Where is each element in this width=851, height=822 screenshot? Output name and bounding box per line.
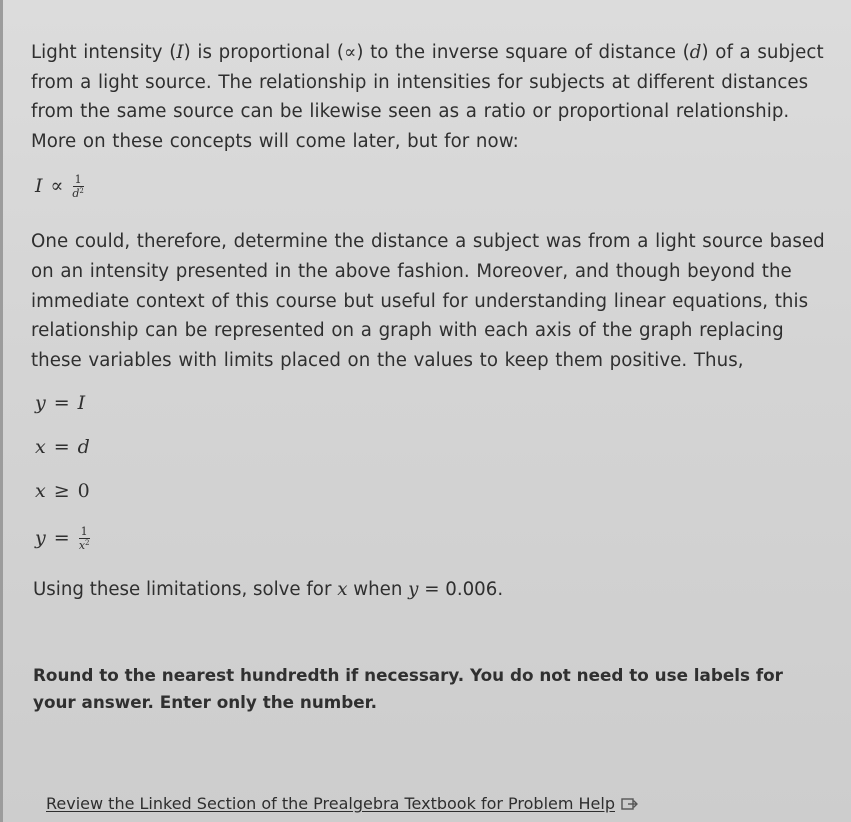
intro-text-2: ) is proportional ( [183,42,344,63]
formula-lhs: x [35,436,46,459]
intro-text-4: ) of a subject from a light source. The relationship in intensities for subjects at different distances from the same source can be likewise seen as a ratio or proportional relationship. More on these concepts will come later, but for now: [31,42,824,152]
formula-lhs: y [35,527,46,550]
fraction [72,174,84,199]
formula-x-equals-d [35,431,831,463]
formula-y-equals-i [35,387,831,419]
question-variable-x: x [337,579,348,601]
question-value: 0.006 [445,579,498,601]
textbook-help-link[interactable]: Review the Linked Section of the Prealgebra Textbook for Problem Help [46,794,615,813]
exponent: 2 [79,186,84,195]
intensity-variable: I [176,42,184,63]
question-text-2: when [347,579,409,601]
fraction-numerator: 1 [80,524,88,538]
question-period: . [497,579,504,601]
question-equals: = [418,579,446,601]
distance-variable: d [689,42,702,63]
formula-lhs: I [35,175,43,198]
fraction-numerator: 1 [74,172,82,186]
formula-lhs: y [35,392,46,415]
question-variable-y: y [408,579,419,601]
formula-relation: = [53,392,70,415]
formula-relation: ∝ [50,175,64,198]
textbook-help-link-row[interactable] [46,794,639,813]
formula-relation: = [53,436,70,459]
intro-text-1: Light intensity ( [31,42,177,63]
question-text [33,575,831,604]
proportional-symbol: ∝ [343,42,357,63]
formula-inverse-square [35,170,831,202]
question-text-1: Using these limitations, solve for [33,579,338,601]
external-link-icon[interactable] [621,796,639,812]
formula-rhs: 0 [77,480,90,503]
fraction-denominator [79,539,90,551]
formula-rhs: d [77,436,90,459]
intro-text-3: ) to the inverse square of distance ( [356,42,690,63]
denominator-variable: d [72,186,80,200]
denominator-variable: x [78,538,86,552]
explanation-paragraph: One could, therefore, determine the distance a subject was from a light source based on an intensity presented in the above fashion. Moreover, and though beyond the immediate context of this course but useful for understanding linear equations, this relationship can be represented on a graph with each axis of the graph replacing these variables with limits placed on the values to keep them positive. Thus, [31,231,825,371]
formula-y-inverse-square [35,517,831,559]
formula-relation: ≥ [53,480,70,503]
formula-rhs: I [77,392,86,415]
fraction [79,526,90,551]
formula-lhs: x [35,480,46,503]
formula-x-nonnegative [35,475,831,507]
fraction-denominator [72,187,84,199]
instruction-text: Round to the nearest hundredth if necessary. You do not need to use labels for your answer. Enter only the number. [33,665,783,713]
formula-relation: = [53,527,70,550]
intro-paragraph [31,38,837,156]
exponent: 2 [85,538,90,547]
